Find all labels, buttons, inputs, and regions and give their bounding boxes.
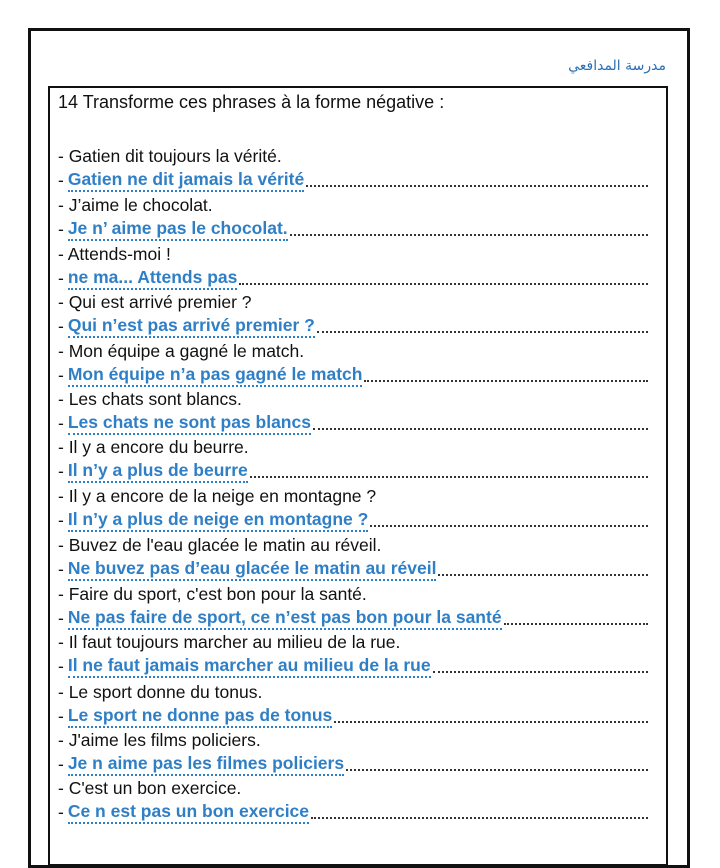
original-sentence: - Gatien dit toujours la vérité. <box>58 146 282 166</box>
original-sentence: - Il y a encore du beurre. <box>58 437 249 457</box>
handwritten-answer: Ne buvez pas d’eau glacée le matin au réveil <box>68 558 437 581</box>
dotted-fill <box>504 622 648 625</box>
handwritten-answer: Les chats ne sont pas blancs <box>68 412 311 435</box>
dotted-fill <box>311 816 648 819</box>
answer-line: - Qui n’est pas arrivé premier ? <box>58 314 648 338</box>
original-sentence: - Faire du sport, c'est bon pour la santé. <box>58 584 367 604</box>
handwritten-answer: Il ne faut jamais marcher au milieu de la rue <box>68 655 431 678</box>
original-sentence: - J'aime les films policiers. <box>58 730 261 750</box>
answer-line: - Le sport ne donne pas de tonus <box>58 704 648 728</box>
handwritten-answer: Qui n’est pas arrivé premier ? <box>68 315 315 338</box>
handwritten-answer: Gatien ne dit jamais la vérité <box>68 169 304 192</box>
dotted-fill <box>364 379 648 382</box>
original-sentence: - J’aime le chocolat. <box>58 195 213 215</box>
original-sentence: - Attends-moi ! <box>58 244 171 264</box>
original-sentence: - Le sport donne du tonus. <box>58 682 263 702</box>
answer-line: - ne ma... Attends pas <box>58 266 648 290</box>
answer-line: - Je n aime pas les filmes policiers <box>58 752 648 776</box>
original-sentence: - Mon équipe a gagné le match. <box>58 341 305 361</box>
dotted-fill <box>317 330 648 333</box>
dotted-fill <box>239 282 648 285</box>
dotted-fill <box>346 768 648 771</box>
dotted-fill <box>313 427 648 430</box>
dotted-fill <box>370 524 648 527</box>
handwritten-answer: Je n aime pas les filmes policiers <box>68 753 344 776</box>
original-sentence: - Qui est arrivé premier ? <box>58 292 252 312</box>
dotted-fill <box>433 670 648 673</box>
dotted-fill <box>290 233 648 236</box>
answer-line: - Je n’ aime pas le chocolat. <box>58 217 648 241</box>
school-name: مدرسة المدافعي <box>568 58 666 74</box>
handwritten-answer: Ne pas faire de sport, ce n’est pas bon pour la santé <box>68 607 502 630</box>
original-sentence: - Les chats sont blancs. <box>58 389 242 409</box>
handwritten-answer: Le sport ne donne pas de tonus <box>68 705 332 728</box>
handwritten-answer: Il n’y a plus de beurre <box>68 460 248 483</box>
original-sentence: - Il faut toujours marcher au milieu de la rue. <box>58 632 401 652</box>
answer-line: - Les chats ne sont pas blancs <box>58 411 648 435</box>
dotted-fill <box>438 573 648 576</box>
handwritten-answer: Mon équipe n’a pas gagné le match <box>68 364 363 387</box>
handwritten-answer: Il n’y a plus de neige en montagne ? <box>68 509 368 532</box>
handwritten-answer: Je n’ aime pas le chocolat. <box>68 218 288 241</box>
answer-line: - Ne pas faire de sport, ce n’est pas bon pour la santé <box>58 606 648 630</box>
original-sentence: - C'est un bon exercice. <box>58 778 242 798</box>
answer-line: - Ce n est pas un bon exercice <box>58 800 648 824</box>
answer-line: - Mon équipe n’a pas gagné le match <box>58 363 648 387</box>
dotted-fill <box>250 475 648 478</box>
handwritten-answer: Ce n est pas un bon exercice <box>68 801 309 824</box>
answer-line: - Il n’y a plus de beurre <box>58 459 648 483</box>
dotted-fill <box>334 720 648 723</box>
exercise-title: 14 Transforme ces phrases à la forme négative : <box>58 92 445 112</box>
answer-line: - Ne buvez pas d’eau glacée le matin au réveil <box>58 557 648 581</box>
answer-line: - Gatien ne dit jamais la vérité <box>58 168 648 192</box>
answer-line: - Il ne faut jamais marcher au milieu de la rue <box>58 654 648 678</box>
dotted-fill <box>306 184 648 187</box>
original-sentence: - Buvez de l'eau glacée le matin au réveil. <box>58 535 382 555</box>
handwritten-answer: ne ma... Attends pas <box>68 267 238 290</box>
answer-line: - Il n’y a plus de neige en montagne ? <box>58 508 648 532</box>
original-sentence: - Il y a encore de la neige en montagne ? <box>58 486 377 506</box>
